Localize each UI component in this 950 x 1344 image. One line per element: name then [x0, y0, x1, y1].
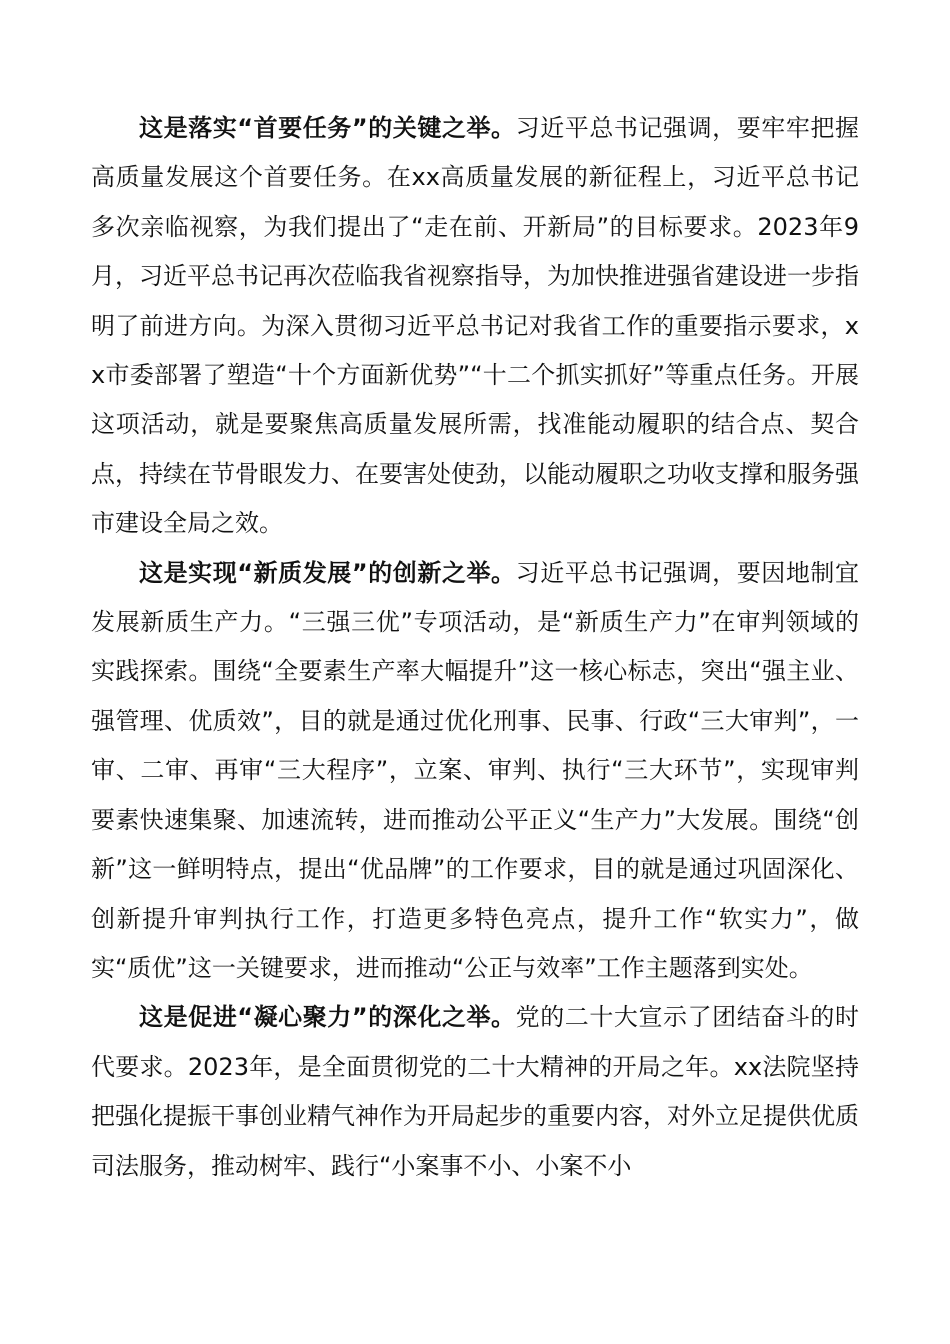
document-body: [91, 104, 859, 1191]
paragraph-1: [91, 104, 859, 549]
paragraph-1-text: 习近平总书记强调，要牢牢把握高质量发展这个首要任务。在xx高质量发展的新征程上，习近平总书记多次亲临视察，为我们提出了“走在前、开新局”的目标要求。2023年9月，习近平总书记再次莅临我省视察指导，为加快推进强省建设进一步指明了前进方向。为深入贯彻习近平总书记对我省工作的重要指示要求，xx市委部署了塑造“十个方面新优势”“十二个抓实抓好”等重点任务。开展这项活动，就是要聚焦高质量发展所需，找准能动履职的结合点、契合点，持续在节骨眼发力、在要害处使劲，以能动履职之功收支撑和服务强市建设全局之效。: [91, 114, 859, 538]
paragraph-2: [91, 549, 859, 994]
paragraph-2-lead: 这是实现“新质发展”的创新之举。: [139, 558, 516, 587]
paragraph-3-text: 党的二十大宣示了团结奋斗的时代要求。2023年，是全面贯彻党的二十大精神的开局之年。xx法院坚持把强化提振干事创业精气神作为开局起步的重要内容，对外立足提供优质司法服务，推动树牢、践行“小案事不小、小案不小: [91, 1003, 859, 1180]
paragraph-2-text: 习近平总书记强调，要因地制宜发展新质生产力。“三强三优”专项活动，是“新质生产力”在审判领域的实践探索。围绕“全要素生产率大幅提升”这一核心标志，突出“强主业、强管理、优质效”，目的就是通过优化刑事、民事、行政“三大审判”，一审、二审、再审“三大程序”，立案、审判、执行“三大环节”，实现审判要素快速集聚、加速流转，进而推动公平正义“生产力”大发展。围绕“创新”这一鲜明特点，提出“优品牌”的工作要求，目的就是通过巩固深化、创新提升审判执行工作，打造更多特色亮点，提升工作“软实力”，做实“质优”这一关键要求，进而推动“公正与效率”工作主题落到实处。: [91, 558, 859, 982]
paragraph-3: [91, 993, 859, 1191]
paragraph-3-lead: 这是促进“凝心聚力”的深化之举。: [139, 1003, 516, 1032]
paragraph-1-lead: 这是落实“首要任务”的关键之举。: [139, 114, 516, 142]
